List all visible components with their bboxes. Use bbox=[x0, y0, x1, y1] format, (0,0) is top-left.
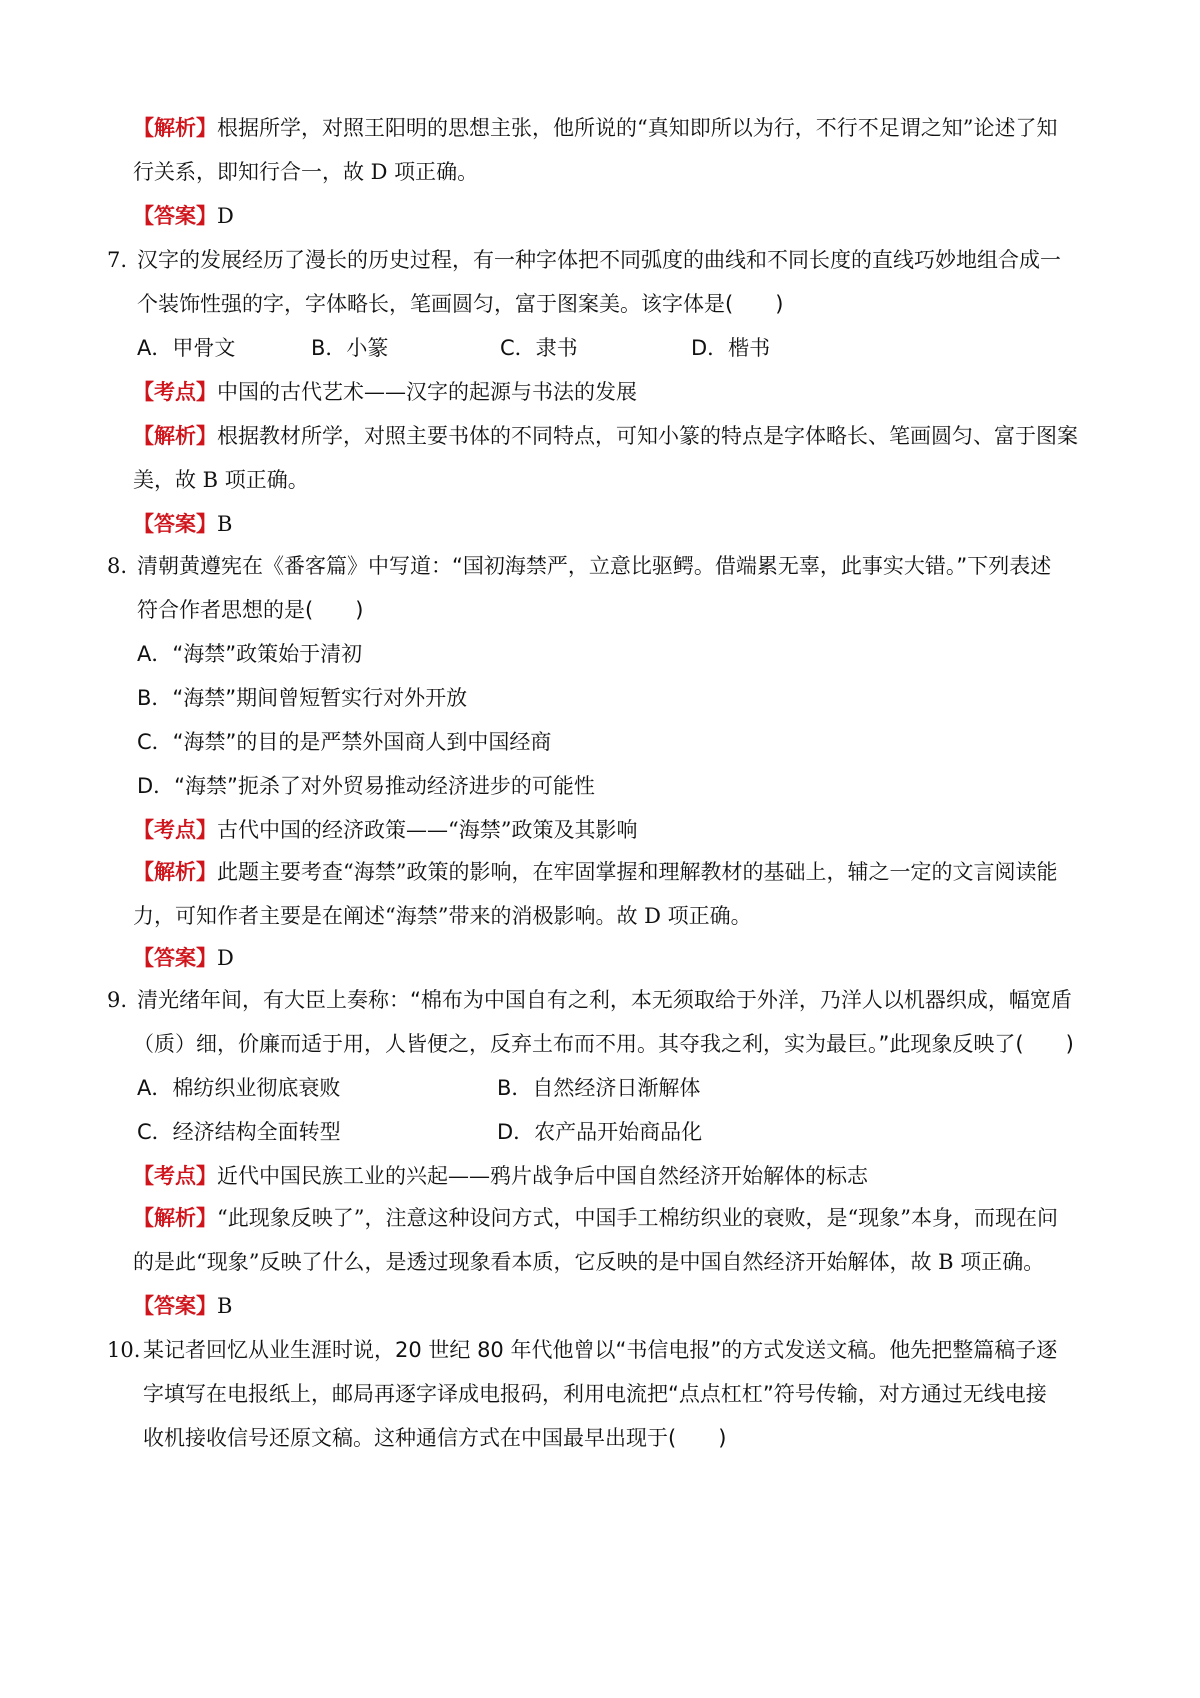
q8-point-text: 古代中国的经济政策——“海禁”政策及其影响 bbox=[217, 818, 638, 842]
q9-number: 9. bbox=[107, 988, 128, 1012]
q7-analysis-line-2: 美，故 B 项正确。 bbox=[133, 468, 309, 492]
q7-option-c: C．隶书 bbox=[500, 336, 578, 360]
q9-answer-value: B bbox=[217, 1294, 233, 1318]
analysis-label: 【解析】 bbox=[133, 424, 217, 448]
q9-stem-line-1 bbox=[107, 985, 1072, 1015]
q9-analysis-line-1 bbox=[133, 1203, 1058, 1233]
q8-stem-text-1: 清朝黄遵宪在《番客篇》中写道：“国初海禁严，立意比驱鳄。借端累无辜，此事实大错。”下列表述 bbox=[137, 554, 1052, 578]
q7-answer bbox=[133, 509, 232, 539]
q7-option-a: A．甲骨文 bbox=[137, 336, 236, 360]
answer-label: 【答案】 bbox=[133, 1294, 217, 1318]
q9-point-text: 近代中国民族工业的兴起——鸦片战争后中国自然经济开始解体的标志 bbox=[217, 1164, 868, 1188]
q6-analysis-text-1: 根据所学，对照王阳明的思想主张，他所说的“真知即所以为行，不行不足谓之知”论述了知 bbox=[217, 116, 1058, 140]
q8-number: 8. bbox=[107, 554, 128, 578]
q9-option-b: B．自然经济日渐解体 bbox=[497, 1076, 701, 1100]
q9-point bbox=[133, 1161, 868, 1191]
q7-option-d: D．楷书 bbox=[691, 336, 771, 360]
q7-point bbox=[133, 377, 637, 407]
point-label: 【考点】 bbox=[133, 818, 217, 842]
q10-number: 10. bbox=[107, 1338, 141, 1362]
q8-analysis-line-1 bbox=[133, 857, 1057, 887]
q7-number: 7. bbox=[107, 248, 128, 272]
q6-analysis-line-1 bbox=[133, 113, 1057, 143]
analysis-label: 【解析】 bbox=[133, 1206, 217, 1230]
q7-option-b: B．小篆 bbox=[311, 336, 389, 360]
q8-option-b: B．“海禁”期间曾短暂实行对外开放 bbox=[137, 686, 468, 710]
q7-stem-line-1 bbox=[107, 245, 1061, 275]
q7-stem-text-1: 汉字的发展经历了漫长的历史过程，有一种字体把不同弧度的曲线和不同长度的直线巧妙地组合成一 bbox=[137, 248, 1061, 272]
q9-option-a: A．棉纺织业彻底衰败 bbox=[137, 1076, 341, 1100]
q8-stem-line-2: 符合作者思想的是( ) bbox=[137, 598, 364, 622]
q8-answer-value: D bbox=[217, 946, 234, 970]
q10-stem-line-2: 字填写在电报纸上，邮局再逐字译成电报码，利用电流把“点点杠杠”符号传输，对方通过无线电接 bbox=[143, 1382, 1047, 1406]
q7-point-text: 中国的古代艺术——汉字的起源与书法的发展 bbox=[217, 380, 637, 404]
point-label: 【考点】 bbox=[133, 1164, 217, 1188]
answer-label: 【答案】 bbox=[133, 512, 217, 536]
q6-analysis-line-2: 行关系，即知行合一，故 D 项正确。 bbox=[133, 160, 479, 184]
q10-stem-line-1 bbox=[107, 1335, 1057, 1365]
q8-option-c: C．“海禁”的目的是严禁外国商人到中国经商 bbox=[137, 730, 552, 754]
q9-option-d: D．农产品开始商品化 bbox=[497, 1120, 703, 1144]
q8-analysis-line-2: 力，可知作者主要是在阐述“海禁”带来的消极影响。故 D 项正确。 bbox=[133, 904, 752, 928]
answer-label: 【答案】 bbox=[133, 946, 217, 970]
analysis-label: 【解析】 bbox=[133, 116, 217, 140]
q8-option-a: A．“海禁”政策始于清初 bbox=[137, 642, 363, 666]
q6-answer bbox=[133, 201, 234, 231]
q10-stem-line-3: 收机接收信号还原文稿。这种通信方式在中国最早出现于( ) bbox=[143, 1426, 727, 1450]
q9-stem-text-1: 清光绪年间，有大臣上奏称：“棉布为中国自有之利，本无须取给于外洋，乃洋人以机器织成，幅宽盾 bbox=[137, 988, 1072, 1012]
q9-analysis-text-1: “此现象反映了”，注意这种设问方式，中国手工棉纺织业的衰败，是“现象”本身，而现在问 bbox=[217, 1206, 1058, 1230]
q9-analysis-line-2: 的是此“现象”反映了什么，是透过现象看本质，它反映的是中国自然经济开始解体，故 B 项正确。 bbox=[133, 1250, 1045, 1274]
q8-analysis-text-1: 此题主要考查“海禁”政策的影响，在牢固掌握和理解教材的基础上，辅之一定的文言阅读能 bbox=[217, 860, 1058, 884]
q10-stem-text-1: 某记者回忆从业生涯时说，20 世纪 80 年代他曾以“书信电报”的方式发送文稿。他先把整篇稿子逐 bbox=[143, 1338, 1058, 1362]
answer-label: 【答案】 bbox=[133, 204, 217, 228]
q7-stem-line-2: 个装饰性强的字，字体略长，笔画圆匀，富于图案美。该字体是( ) bbox=[137, 292, 784, 316]
q8-option-d: D．“海禁”扼杀了对外贸易推动经济进步的可能性 bbox=[137, 774, 595, 798]
point-label: 【考点】 bbox=[133, 380, 217, 404]
q7-analysis-line-1 bbox=[133, 421, 1078, 451]
q8-stem-line-1 bbox=[107, 551, 1051, 581]
q9-stem-line-2: （质）细，价廉而适于用，人皆便之，反弃土布而不用。其夺我之利，实为最巨。”此现象反映了( ) bbox=[133, 1032, 1074, 1056]
q9-answer bbox=[133, 1291, 232, 1321]
q8-answer bbox=[133, 943, 234, 973]
q7-answer-value: B bbox=[217, 512, 233, 536]
analysis-label: 【解析】 bbox=[133, 860, 217, 884]
q9-option-c: C．经济结构全面转型 bbox=[137, 1120, 341, 1144]
q8-point bbox=[133, 815, 637, 845]
q7-analysis-text-1: 根据教材所学，对照主要书体的不同特点，可知小篆的特点是字体略长、笔画圆匀、富于图案 bbox=[217, 424, 1078, 448]
q6-answer-value: D bbox=[217, 204, 234, 228]
